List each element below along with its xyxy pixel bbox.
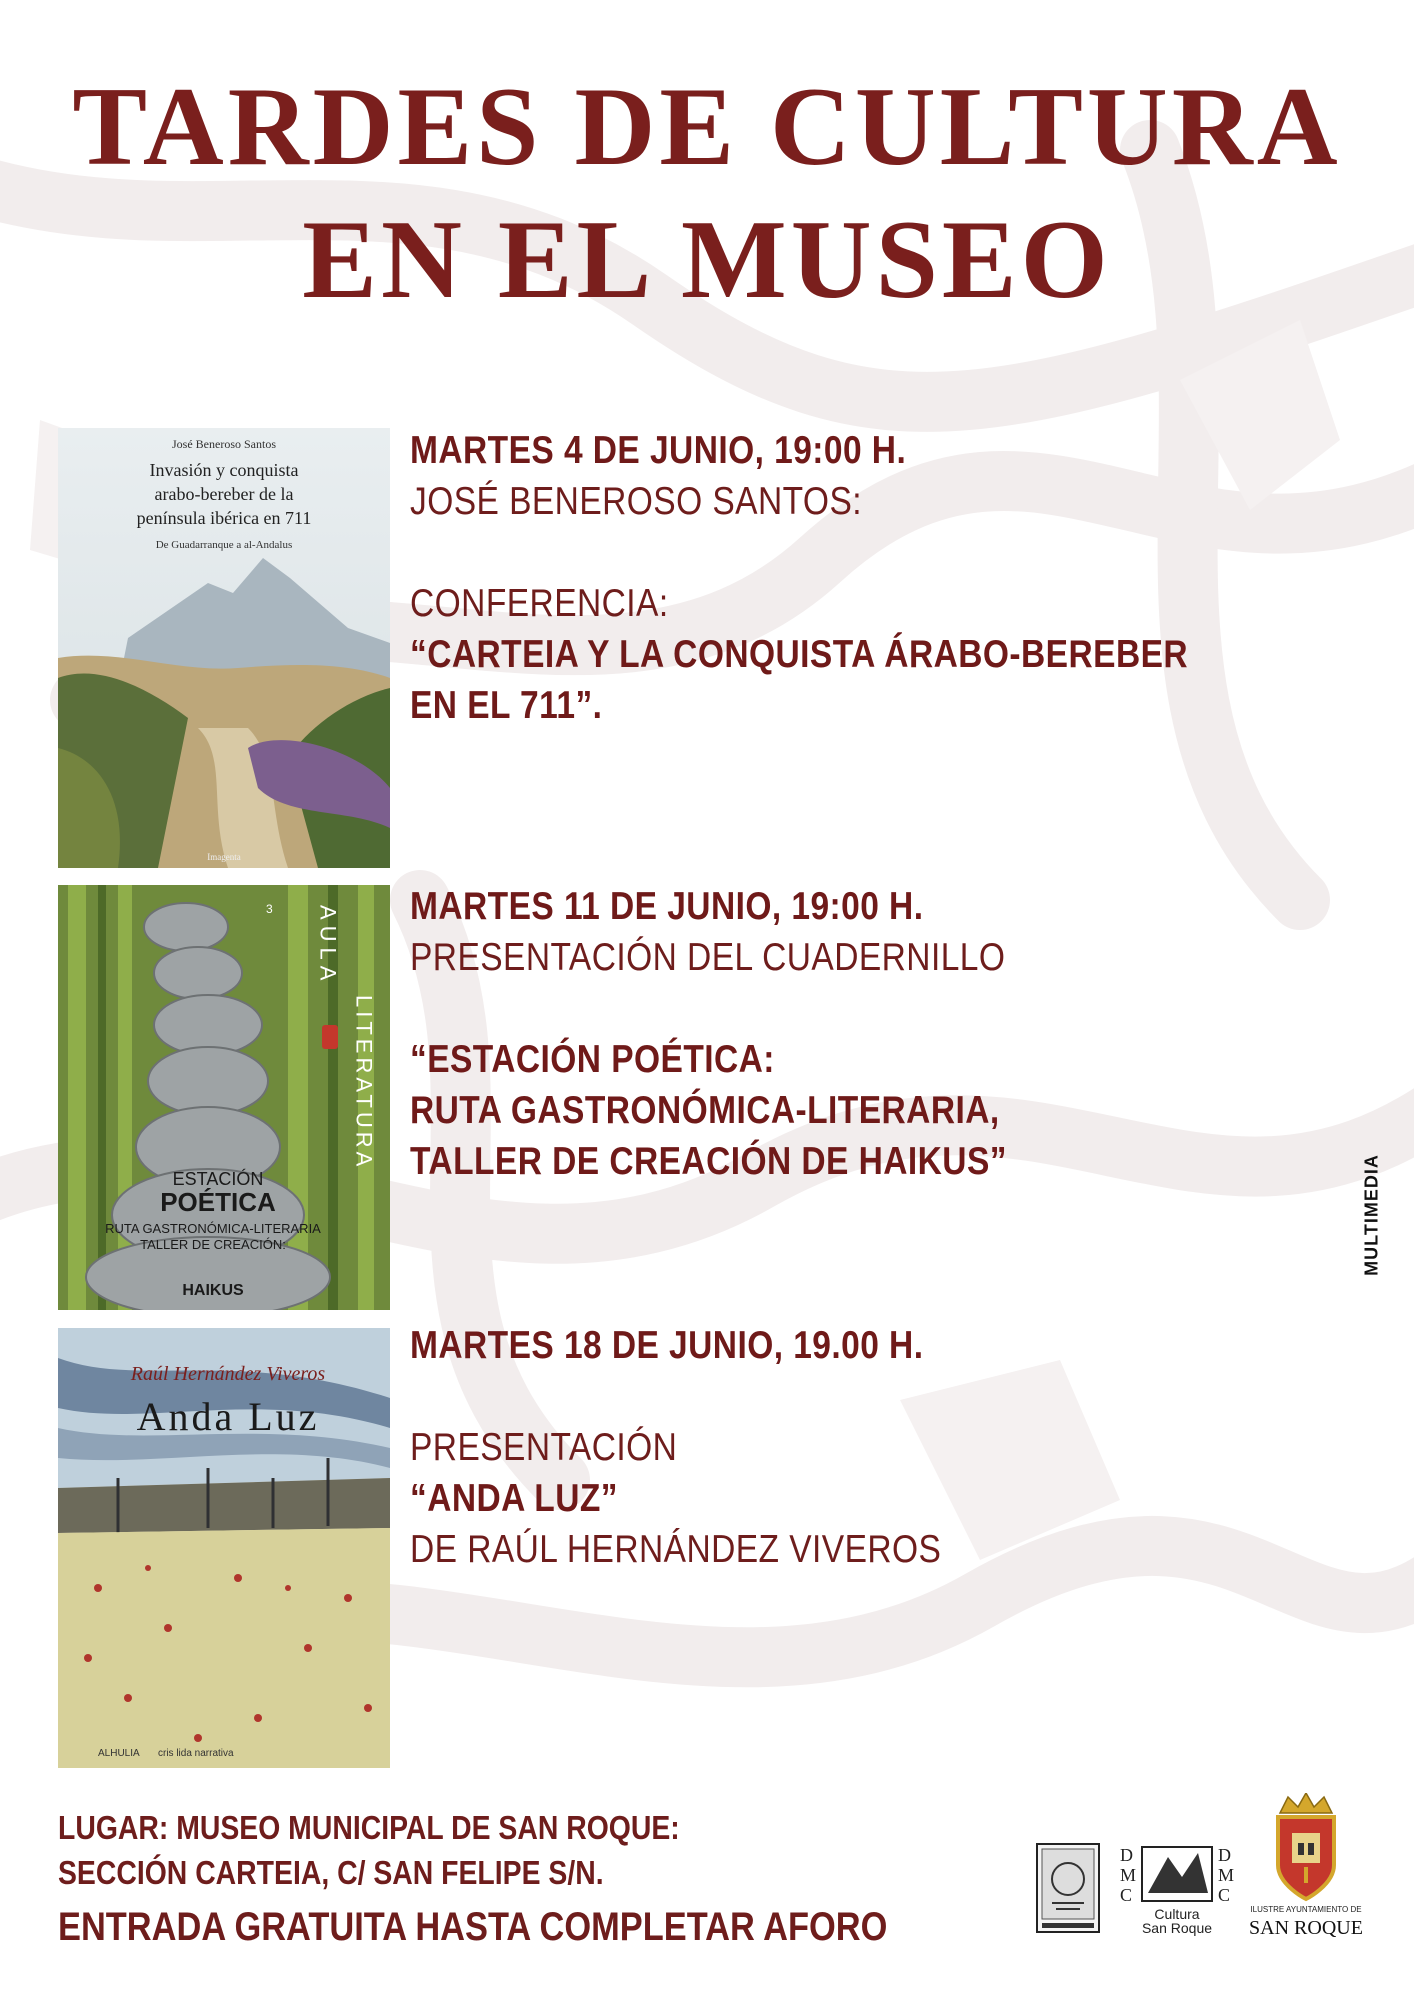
svg-text:M: M	[1218, 1865, 1235, 1885]
venue-free-entry: ENTRADA GRATUITA HASTA COMPLETAR AFORO	[58, 1905, 888, 1949]
cultura-san-roque-logo	[1118, 1843, 1236, 1935]
event-3-date: MARTES 18 DE JUNIO, 19.00 H.	[410, 1324, 924, 1367]
cover1-title-line3: península ibérica en 711	[136, 508, 312, 528]
book-cover-invasion	[58, 428, 390, 868]
event-1-title-line2: EN EL 711”.	[410, 684, 603, 727]
cultura-caption-1: Cultura	[1154, 1906, 1200, 1922]
book-cover-anda-luz	[58, 1328, 390, 1768]
cover1-publisher: Imagenta	[207, 852, 241, 862]
event-1-date: MARTES 4 DE JUNIO, 19:00 H.	[410, 429, 907, 472]
event-2	[410, 881, 1370, 1187]
cover3-author: Raúl Hernández Viveros	[130, 1363, 326, 1385]
svg-text:D: D	[1218, 1845, 1231, 1865]
venue-line2: SECCIÓN CARTEIA, C/ SAN FELIPE S/N.	[58, 1854, 604, 1891]
event-3-author: DE RAÚL HERNÁNDEZ VIVEROS	[410, 1528, 942, 1571]
cover2-ruta: RUTA GASTRONÓMICA-LITERARIA	[105, 1221, 321, 1236]
cover2-vertical-literatura: LITERATURA	[351, 995, 377, 1171]
venue-line1: LUGAR: MUSEO MUNICIPAL DE SAN ROQUE:	[58, 1809, 680, 1846]
svg-text:M: M	[1120, 1865, 1137, 1885]
event-2-title-line3: TALLER DE CREACIÓN DE HAIKUS”	[410, 1140, 1007, 1183]
cultura-caption-2: San Roque	[1141, 1920, 1213, 1936]
multimedia-credit	[1358, 1155, 1386, 1275]
event-3	[410, 1320, 1370, 1575]
poster-title-line1: TARDES DE CULTURA	[72, 65, 1342, 189]
multimedia-label: MULTIMEDIA	[1361, 1154, 1382, 1276]
event-2-title-line2: RUTA GASTRONÓMICA-LITERARIA,	[410, 1089, 1000, 1132]
event-3-type: PRESENTACIÓN	[410, 1426, 678, 1469]
cover2-taller: TALLER DE CREACIÓN:	[140, 1237, 286, 1252]
cover2-poetica: POÉTICA	[160, 1187, 276, 1217]
event-3-title: “ANDA LUZ”	[410, 1477, 618, 1520]
event-2-type: PRESENTACIÓN DEL CUADERNILLO	[410, 936, 1006, 979]
event-2-date: MARTES 11 DE JUNIO, 19:00 H.	[410, 885, 924, 928]
svg-text:C: C	[1218, 1885, 1231, 1905]
event-1-type: CONFERENCIA:	[410, 582, 669, 625]
cover2-crest-icon	[322, 1025, 338, 1049]
svg-text:D: D	[1120, 1845, 1133, 1865]
book-cover-estacion-poetica	[58, 885, 390, 1310]
cover3-publisher: ALHULIA	[98, 1748, 140, 1759]
cover2-number: 3	[266, 902, 273, 916]
cover1-subtitle: De Guadarranque a al-Andalus	[155, 539, 293, 551]
cover2-estacion: ESTACIÓN	[172, 1169, 264, 1189]
cover1-author: José Beneroso Santos	[172, 437, 276, 451]
cover3-title: Anda Luz	[136, 1394, 320, 1439]
poster-title-line2: EN EL MUSEO	[302, 198, 1112, 322]
event-1-title-line1: “CARTEIA Y LA CONQUISTA ÁRABO-BEREBER	[410, 633, 1189, 676]
crown-icon	[1280, 1793, 1332, 1813]
cover2-vertical-aula: AULA	[315, 905, 341, 987]
svg-text:C: C	[1120, 1885, 1133, 1905]
event-2-title-line1: “ESTACIÓN POÉTICA:	[410, 1038, 775, 1081]
ayuntamiento-name: SAN ROQUE	[1249, 1917, 1363, 1939]
ayuntamiento-san-roque-logo	[1240, 1793, 1372, 1943]
venue-info	[58, 1805, 1022, 1955]
cover3-collection: cris lida narrativa	[158, 1748, 234, 1759]
event-1	[410, 425, 1370, 731]
event-1-speaker: JOSÉ BENEROSO SANTOS:	[410, 480, 862, 523]
cover2-haikus: HAIKUS	[182, 1282, 244, 1299]
museo-logo	[1036, 1843, 1100, 1933]
cover1-title-line1: Invasión y conquista	[149, 460, 299, 480]
ayuntamiento-small-label: ILUSTRE AYUNTAMIENTO DE	[1250, 1905, 1362, 1914]
cover1-title-line2: arabo-bereber de la	[154, 484, 294, 504]
